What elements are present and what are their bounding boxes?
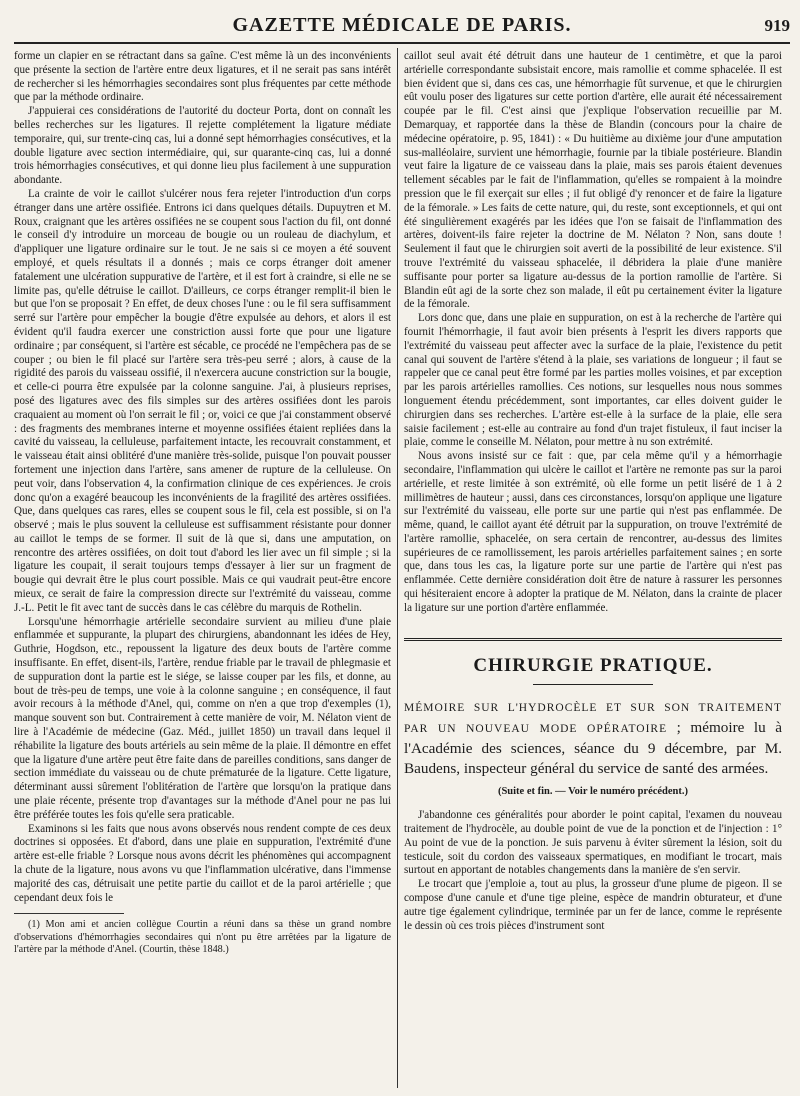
paragraph: Lors donc que, dans une plaie en suppuration, on est à la recherche de l'artère qui fournit l'hémorrhagie, il faut avoir bien présents à l'esprit les divers rapports que l'extrémité du vaisseau peut affecter avec la surface de la plaie, l'existence du petit canal qui souvent de l'artère s'étend à la plaie, ses variations de longueur ; il faut se rappeler que ce canal peut être formé par les parties molles voisines, et par exception par les parois artérielles ramollies. Ces notions, sur lesquelles nous nous sommes longuement étendu précédemment, sont importantes, car elles doivent guider le chirurgien dans ses recherches. L'artère est-elle à la surface de la plaie, elle sera saisie facilement ; est-elle au contraire au fond d'un trajet fistuleux, il faut inciser la plaie, comme le conseille M. Nélaton, pour mettre à nu son extrémité.	[404, 312, 782, 449]
paragraph: Le trocart que j'emploie a, tout au plus, la grosseur d'une plume de pigeon. Il se compose d'une canule et d'une tige pleine, espèce de mandrin obturateur, et d'une autre tige également cylindrique, terminée par un fer de lance, comme le représente le dessin où ces trois pièces d'instrument sont	[404, 878, 782, 932]
column-separator	[397, 48, 398, 1088]
paragraph: La crainte de voir le caillot s'ulcérer nous fera rejeter l'introduction d'un corps étranger dans une artère ossifiée. Entrons ici dans quelques détails. Dupuytren et M. Roux, craignant que les artères ossifiées ne se coupent sous l'action du fil, ont donné le conseil d'y introduire un morceau de bougie ou un rouleau de diachylum, et d'appliquer une ligature ordinaire sur le tout. Je ne sais si ce moyen a été souvent employé, et quels résultats il a donnés ; mais ce corps étranger doit amener fatalement une ulcération suppurative de l'artère, et il est fort à craindre, si elle ne se limite pas, qu'elle détruise le caillot. D'ailleurs, ce corps étranger remplit-il bien le but que l'on se proposait ? En effet, de deux choses l'une : ou le fil sera suffisamment serré sur l'artère pour empêcher la bougie d'être expulsée au dehors, et alors il est évident qu'il faudra exercer une constriction aussi forte que pour une ligature ordinaire ; par conséquent, si l'artère est sécable, ce procédé ne l'empêchera pas de se couper ; ou bien le fil placé sur l'artère sera très-peu serré ; alors, à cause de la rigidité des parois du vaisseau ossifié, il n'exercera aucune constriction sur la bougie, et celle-ci pourra être expulsée par la colonne sanguine. J'ai, à plusieurs reprises, posé des ligatures avec des fils simples sur des artères ossifiées dont les parois craquaient au moment où l'on serrait le fil ; or, voici ce que j'ai constamment observé : des fragments des membranes interne et moyenne ossifiées étaient repliées dans la cavité du vaisseau, la celluleuse, parfaitement intacte, les recouvrait constamment, et le vaisseau était ainsi oblitéré d'une manière très-solide, puisque l'on pouvait pousser fortement une injection dans l'artère, sans amener de rupture de la celluleuse. On peut voir, dans l'observation 4, la confirmation clinique de ces expériences. Je crois donc qu'on a exagéré beaucoup les inconvénients de la fragilité des artères ossifiées. Que, dans quelques cas rares, elles se coupent sous le fil, cela est possible, si on l'a observé ; mais le plus souvent la celluleuse est suffisamment résistante pour donner au caillot le temps de se former. Il suit de là que si, dans une amputation, on rencontre des artères ossifiées, on doit tout d'abord les lier avec un fil simple ; si la ligature les coupait, il serait toujours temps d'essayer à lier sur un fragment de bougie qui devrait être le plus court possible. Mais ce qui vaudrait peut-être encore mieux, ce serait de faire la compression directe sur l'extrémité du vaisseau, comme J.-L. Petit le fit avec tant de succès dans le cas célèbre du marquis de Rothelin.	[14, 187, 391, 614]
footnote: (1) Mon ami et ancien collègue Courtin a réuni dans sa thèse un grand nombre d'observations d'hémorrhagies secondaires qui n'ont pu être arrêtées par la ligature de l'artère par la méthode d'Anel. (Courtin, thèse 1848.)	[14, 919, 391, 956]
paragraph: forme un clapier en se rétractant dans sa gaîne. C'est même là un des inconvénients que présente la section de l'artère entre deux ligatures, et il ne serait pas sans intérêt de rechercher si les hémorrhagies secondaires sont plus fréquentes par cette méthode que par la méthode ordinaire.	[14, 50, 391, 104]
header-rule	[14, 42, 790, 44]
paragraph: J'appuierai ces considérations de l'autorité du docteur Porta, dont on connaît les belles recherches sur les ligatures. Il rejette complétement la ligature médiate temporaire, qui, sur trente-cinq cas, lui a donné sept hémorrhagies consécutives, et la double ligature avec section intermédiaire, qui, sur quarante-cinq cas, lui a donné trois hémorrhagies consécutives, et qui donne lieu plus facilement à une suppuration abondante.	[14, 105, 391, 187]
paragraph: J'abandonne ces généralités pour aborder le point capital, l'examen du nouveau traitement de l'hydrocèle, au double point de vue de la ponction et de l'injection : 1° Au point de vue de la ponction. Je suis parvenu à éviter sûrement la lésion, soit du testicule, soit du cordon des vaisseaux spermatiques, en modifiant le trocart, mais surtout en apportant de notables changements dans la manière de s'en servir.	[404, 809, 782, 877]
memoir-title	[404, 697, 782, 779]
paragraph: Lorsqu'une hémorrhagie artérielle secondaire survient au milieu d'une plaie enflammée et suppurante, la plupart des chirurgiens, abandonnant les idées de Hey, Guthrie, Hogdson, etc., repoussent la ligature des deux bouts de l'artère comme insuffisante. En effet, disent-ils, l'artère, rendue friable par le travail de phlegmasie et de suppuration dont la partie est le siége, se laisse couper par les fils, et donne, au bout de très-peu de temps, une voie à la colonne sanguine ; en conséquence, il faut avoir recours à la méthode d'Anel, qui, comme on n'en a que trop d'exemples (1), manque souvent son but. Contrairement à cette manière de voir, M. Nélaton vient de lire à l'Académie de médecine (Gaz. Méd., juillet 1850) un travail dans lequel il réhabilite la ligature des bouts artériels au sein même de la plaie. Il démontre en effet que la ligature d'une artère peut être faite dans de pareilles conditions, sans danger de section immédiate du vaisseau ou de chute prématurée de la ligature. Cette ligature, déterminant aussi sûrement l'oblitération de l'artère que lorsqu'on la pratique dans une plaie récente, présente trop d'avantages sur la méthode d'Anel pour ne pas lui être préférée toutes les fois qu'elle sera praticable.	[14, 615, 391, 821]
right-column	[404, 50, 782, 1090]
page-header	[14, 12, 790, 42]
section-title-rule	[533, 684, 653, 685]
left-column	[14, 50, 391, 1090]
paragraph: Examinons si les faits que nous avons observés nous rendent compte de ces deux doctrines si opposées. Et d'abord, dans une plaie en suppuration, l'extrémité d'une artère est-elle friable ? Lorsque nous avons décrit les phénomènes qui accompagnent la chute de la ligature, nous avons vu que l'inflammation ulcérative, dans l'immense majorité des cas, détruisait une petite partie du caillot et de la paroi artérielle ; que cependant deux fois le	[14, 822, 391, 904]
paragraph: caillot seul avait été détruit dans une hauteur de 1 centimètre, et que la paroi artérielle correspondante subsistait encore, mais ramollie et comme sphacelée. Il est bien évident que si, dans ces cas, une hémorrhagie fût survenue, et que le chirurgien eût voulu poser des ligatures sur cette portion d'artère, elle aurait été nécessairement coupée par le fil. C'est ainsi que j'explique l'observation recueillie par M. Demarquay, et rapportée dans la thèse de Blandin (concours pour la chaire de médecine opératoire, p. 95, 1841) : « Du huitième au dixième jour d'une amputation sus-malléolaire, survient une hémorrhagie, fournie par la tibiale postérieure. Blandin veut faire la ligature de ce vaisseau dans la plaie, mais ses parois étaient devenues tellement sécables par le fait de l'inflammation, qu'elles se rompaient à la moindre pression que le fil exerçait sur elles ; il fut obligé d'y renoncer et de faire la ligature de la fémorale. » Les faits de cette nature, qui, du reste, sont exceptionnels, et qui ont été singulièrement exagérés par les idées que l'on se faisait de l'inflammation des artères, doivent-ils faire rejeter la doctrine de M. Nélaton ? Non, sans doute ! Seulement il faut que le chirurgien soit averti de la possibilité de leur existence. S'il trouve l'extrémité du vaisseau sphacelée, il débridera la plaie d'une manière suffisante pour porter sa ligature au-dessus de la portion ramollie de l'artère. Si Blandin eût agi de la sorte chez son malade, il eût pu certainement éviter la ligature de la fémorale.	[404, 50, 782, 311]
memoir-title-rest: ; mémoire lu à l'Académie des sciences, séance du 9 décembre, par M. Baudens, inspecteur général du service de santé des armées.	[404, 719, 782, 778]
page-number: 919	[764, 16, 790, 35]
continued-note: (Suite et fin. — Voir le numéro précédent.)	[497, 786, 689, 798]
footnote-rule	[14, 913, 124, 914]
section-title: CHIRURGIE PRATIQUE.	[473, 654, 713, 676]
memoir-title-caps: MÉMOIRE SUR L'HYDROCÈLE ET SUR SON TRAITEMENT PAR UN NOUVEAU MODE OPÉRATOIRE	[404, 702, 782, 736]
journal-title: GAZETTE MÉDICALE DE PARIS.	[232, 14, 572, 36]
paragraph: Nous avons insisté sur ce fait : que, par cela même qu'il y a hémorrhagie secondaire, l'inflammation qui ulcère le caillot et l'artère ne remonte pas sur la paroi artérielle, et reste limitée à son extrémité, où elle forme un petit liséré de 1 à 2 millimètres de hauteur ; aussi, dans ces circonstances, lorsqu'on applique une ligature sur l'extrémité du vaisseau, elle porte sur une partie qui n'est pas enflammée. De même, quand, le caillot ayant été détruit par la suppuration, on trouve l'extrémité de l'artère ramollie, sphacelée, on sera certain de rencontrer, au-dessus des limites supérieures de ce ramollissement, les parois artérielles parfaitement saines ; en sorte que, dans tous les cas, la ligature porte sur une partie de l'artère qui n'est pas enflammée. Cette dernière considération doit être de nature à rassurer les personnes qui hésiteraient encore à adopter la pratique de M. Nélaton, dans la crainte de placer la ligature sur une portion d'artère enflammée.	[404, 450, 782, 614]
section-divider	[404, 638, 782, 641]
